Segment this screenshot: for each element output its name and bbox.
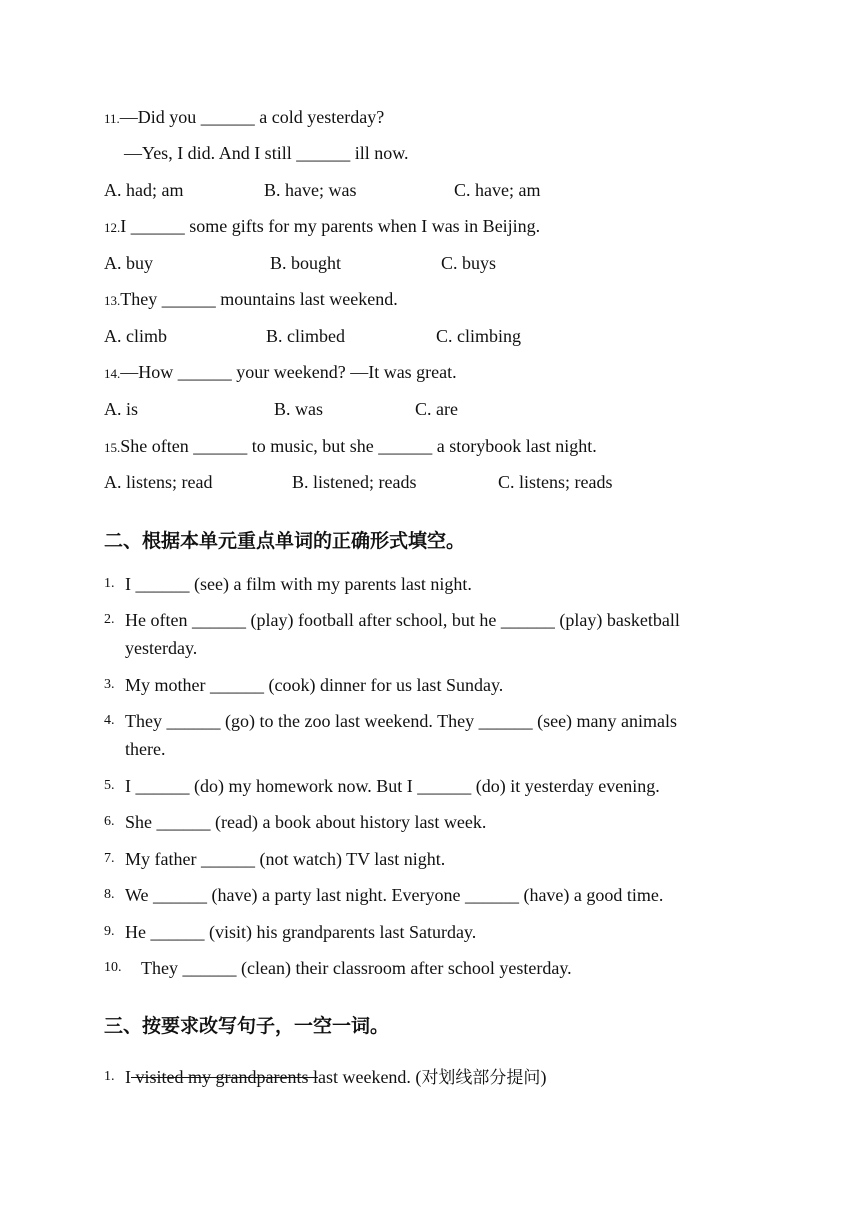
item-text: I ______ (do) my homework now. But I ______ (do) it yesterday evening. xyxy=(125,776,660,796)
item-number: 1. xyxy=(104,576,115,591)
question-number: 14. xyxy=(104,366,121,381)
question-11-line1 xyxy=(104,106,384,130)
section-heading-3: 三、按要求改写句子，一空一词。 xyxy=(104,1015,390,1037)
item-number: 10. xyxy=(104,960,122,975)
option-a: A. listens; read xyxy=(104,472,213,492)
item-number: 4. xyxy=(104,713,115,728)
item-text: He ______ (visit) his grandparents last Saturday. xyxy=(125,922,477,942)
item-text: We ______ (have) a party last night. Everyone ______ (have) a good time. xyxy=(125,885,664,905)
question-number: 15. xyxy=(104,440,121,455)
option-b: B. was xyxy=(274,399,323,419)
question-number: 11. xyxy=(104,111,120,126)
option-c: C. climbing xyxy=(436,326,521,346)
option-c: C. listens; reads xyxy=(498,472,613,492)
item-text-continued: yesterday. xyxy=(125,638,198,658)
option-c: C. have; am xyxy=(454,180,541,200)
section-heading-2: 二、根据本单元重点单词的正确形式填空。 xyxy=(104,530,466,552)
item-text: They ______ (clean) their classroom after school yesterday. xyxy=(141,958,572,978)
option-c: C. are xyxy=(415,399,458,419)
item-text: My mother ______ (cook) dinner for us last Sunday. xyxy=(125,675,504,695)
question-13 xyxy=(104,288,398,312)
item-number: 1. xyxy=(104,1069,115,1084)
option-c: C. buys xyxy=(441,253,497,273)
question-14 xyxy=(104,361,457,385)
item-text: I ______ (see) a film with my parents last night. xyxy=(125,574,472,594)
question-text: —How ______ your weekend? —It was great. xyxy=(120,362,457,382)
underlined-part: visited my grandparents l xyxy=(131,1067,318,1087)
item-number: 9. xyxy=(104,924,115,939)
question-text: I ______ some gifts for my parents when I was in Beijing. xyxy=(120,216,541,236)
question-11-line2: —Yes, I did. And I still ______ ill now. xyxy=(124,143,409,163)
question-number: 12. xyxy=(104,220,121,235)
item-text: My father ______ (not watch) TV last night. xyxy=(125,849,446,869)
option-b: B. have; was xyxy=(264,180,357,200)
item-number: 6. xyxy=(104,814,115,829)
question-15 xyxy=(104,435,597,459)
item-number: 8. xyxy=(104,887,115,902)
option-a: A. climb xyxy=(104,326,167,346)
item-text-continued: there. xyxy=(125,739,166,759)
question-text: —Did you ______ a cold yesterday? xyxy=(119,107,385,127)
instruction-note: 对划线部分提问 xyxy=(421,1068,541,1088)
question-text: She often ______ to music, but she ______ a storybook last night. xyxy=(120,436,597,456)
sentence-end: ast weekend. ( xyxy=(317,1067,422,1087)
option-a: A. is xyxy=(104,399,139,419)
item-text: They ______ (go) to the zoo last weekend. They ______ (see) many animals xyxy=(125,711,678,731)
item-number: 5. xyxy=(104,778,115,793)
question-12 xyxy=(104,215,540,239)
rewrite-question-1 xyxy=(125,1066,546,1089)
close-paren: ) xyxy=(540,1067,547,1087)
option-a: A. buy xyxy=(104,253,153,273)
question-text: They ______ mountains last weekend. xyxy=(120,289,398,309)
option-a: A. had; am xyxy=(104,180,184,200)
option-b: B. bought xyxy=(270,253,342,273)
item-text: She ______ (read) a book about history last week. xyxy=(125,812,487,832)
item-text: He often ______ (play) football after school, but he ______ (play) basketball xyxy=(125,610,680,630)
sentence-start: I xyxy=(125,1067,131,1087)
item-number: 3. xyxy=(104,677,115,692)
item-number: 7. xyxy=(104,851,115,866)
option-b: B. listened; reads xyxy=(292,472,417,492)
item-number: 2. xyxy=(104,612,115,627)
question-number: 13. xyxy=(104,293,121,308)
option-b: B. climbed xyxy=(266,326,345,346)
